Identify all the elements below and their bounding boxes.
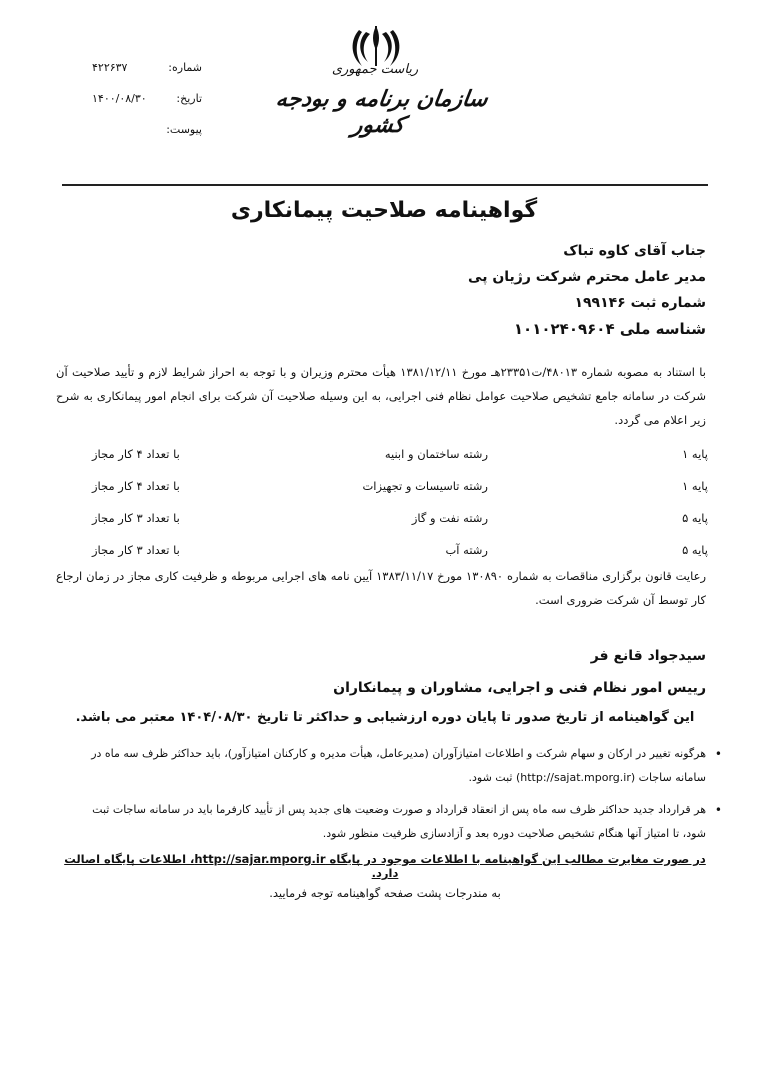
grade-count: با تعداد ۴ کار مجاز <box>92 479 180 493</box>
header-meta <box>92 52 202 145</box>
grade-field: رشته نفت و گاز <box>411 511 488 525</box>
grade-row <box>62 502 708 534</box>
signatory-name: سیدجواد قانع فر <box>590 648 706 664</box>
note-text: هرگونه تغییر در ارکان و سهام شرکت و اطلاعات امتیازآوران (مدیرعامل، هیأت مدیره و کارکنان امتیازآور)، باید حداکثر ظرف سه ماه در سامانه ساجات (http://sajat.mporg.ir) ثبت شود. <box>91 747 706 784</box>
addressee-block <box>66 238 706 342</box>
validity-statement: این گواهینامه از تاریخ صدور تا پایان دوره ارزشیابی و حداکثر تا تاریخ ۱۴۰۴/۰۸/۳۰ معتبر می باشد. <box>75 710 695 725</box>
compliance-paragraph: رعایت قانون برگزاری مناقصات به شماره ۱۳۰۸۹۰ مورخ ۱۳۸۳/۱۱/۱۷ آیین نامه های اجرایی مربوطه و ظرفیت کاری مجاز در زمان ارجاع کار توسط آن شرکت ضروری است. <box>56 569 707 607</box>
addressee-name: جناب آقای کاوه تباک <box>563 243 706 259</box>
grade-count: با تعداد ۳ کار مجاز <box>92 543 180 557</box>
national-id: شناسه ملی ۱۰۱۰۲۴۰۹۶۰۴ <box>513 320 706 338</box>
grade-count: با تعداد ۳ کار مجاز <box>92 511 180 525</box>
number-value: ۴۲۲۶۳۷ <box>92 61 128 74</box>
organization-logo-text: سازمان برنامه و بودجه کشور <box>274 86 490 138</box>
grade-row <box>62 534 708 566</box>
attachment-row <box>92 114 202 145</box>
addressee-position: مدیر عامل محترم شرکت رژیان پی <box>468 269 706 285</box>
note-text: هر قرارداد جدید حداکثر ظرف سه ماه پس از انعقاد قرارداد و صورت وضعیت های جدید پس از تأیید کارفرما باید در سامانه ساجات ثبت شود، تا امتیاز آنها هنگام تشخیص صلاحیت دوره بعد و آزادسازی ظرفیت منظور شود. <box>92 803 706 840</box>
date-label: تاریخ: <box>176 92 202 105</box>
grade-row <box>62 470 708 502</box>
grade-count: با تعداد ۴ کار مجاز <box>92 447 180 461</box>
bullet-icon: • <box>714 747 722 761</box>
presidency-logo-text: ریاست جمهوری <box>331 62 419 77</box>
body-paragraph: با استناد به مصوبه شماره ۴۸۰۱۳/ت۲۳۳۵۱هـ مورخ ۱۳۸۱/۱۲/۱۱ هیأت محترم وزیران و با توجه به احراز شرایط لازم و تأیید صلاحیت آن شرکت در سامانه جامع تشخیص صلاحیت عوامل نظام فنی اجرایی، به این وسیله صلاحیت آن شرکت برای انجام امور پیمانکاری به شرح زیر اعلام می گردد. <box>56 365 707 427</box>
date-value: ۱۴۰۰/۰۸/۳۰ <box>92 92 147 105</box>
grade-level: پایه ۱ <box>682 447 708 461</box>
grade-field: رشته تاسیسات و تجهیزات <box>362 479 488 493</box>
number-row <box>92 52 202 83</box>
registration-number: شماره ثبت ۱۹۹۱۴۶ <box>574 295 706 311</box>
number-label: شماره: <box>168 61 202 74</box>
grade-row <box>62 438 708 470</box>
grade-field: رشته ساختمان و ابنیه <box>384 447 488 461</box>
bullet-icon: • <box>714 803 722 817</box>
page-title: گواهینامه صلاحیت پیمانکاری <box>230 198 538 223</box>
warning-statement: در صورت مغایرت مطالب این گواهینامه با اطلاعات موجود در پایگاه http://sajar.mporg.ir، اطلاعات پایگاه اصالت دارد. <box>64 852 706 880</box>
note-item <box>66 798 722 846</box>
note-item <box>66 742 722 790</box>
grade-level: پایه ۱ <box>682 479 708 493</box>
header-divider <box>62 184 708 186</box>
signatory-position: رییس امور نظام فنی و اجرایی، مشاوران و پیمانکاران <box>333 680 706 696</box>
grade-level: پایه ۵ <box>682 511 708 525</box>
attachment-label: پیوست: <box>166 123 202 136</box>
grade-level: پایه ۵ <box>682 543 708 557</box>
grades-list <box>62 438 708 566</box>
date-row <box>92 83 202 114</box>
grade-field: رشته آب <box>445 543 488 557</box>
footer-note: به مندرجات پشت صفحه گواهینامه توجه فرمایید. <box>269 886 501 900</box>
